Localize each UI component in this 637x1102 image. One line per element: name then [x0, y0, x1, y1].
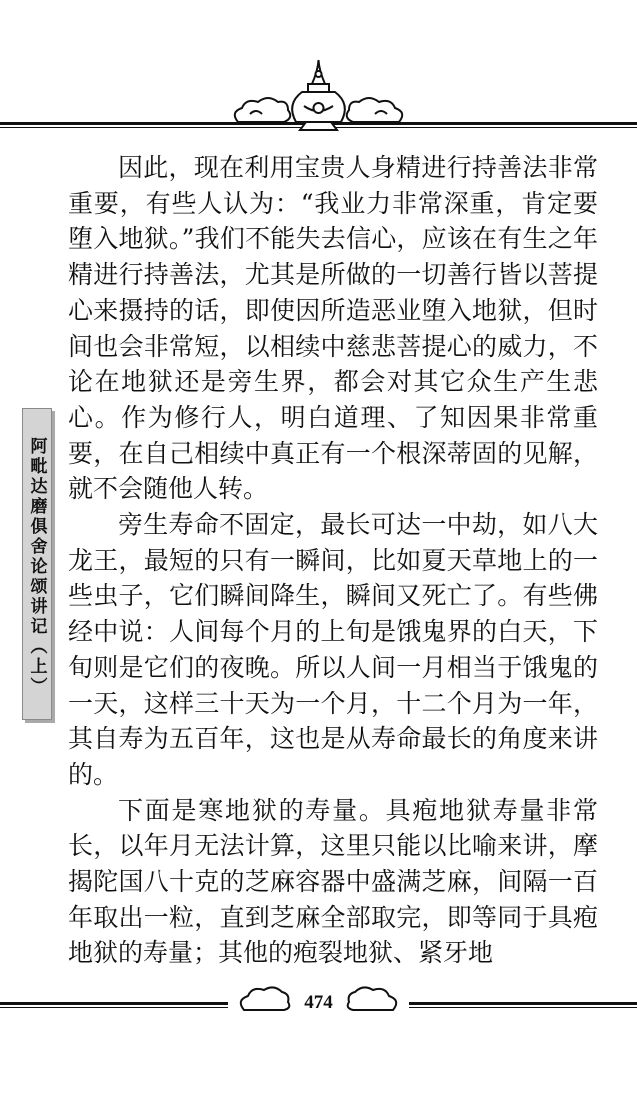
book-title-side-tab — [22, 408, 52, 720]
page-number: 474 — [304, 992, 333, 1013]
treasure-vase-emblem-icon — [0, 56, 637, 136]
paragraph-2: 旁生寿命不固定，最长可达一中劫，如八大龙王，最短的只有一瞬间，比如夏天草地上的一些虫子，它们瞬间降生，瞬间又死亡了。有些佛经中说：人间每个月的上旬是饿鬼界的白天，下旬则是它们的夜晚。所以人间一月相当于饿鬼的一天，这样三十天为一个月，十二个月为一年，其自寿为五百年，这也是从寿命最长的角度来讲的。 — [68, 510, 598, 789]
book-title-text: 阿毗达磨俱舍论颂讲记（上） — [26, 437, 47, 697]
paragraph-3: 下面是寒地狱的寿量。具疱地狱寿量非常长，以年月无法计算，这里只能以比喻来讲，摩揭陀国八十克的芝麻容器中盛满芝麻，间隔一百年取出一粒，直到芝麻全部取完，即等同于具疱地狱的寿量；其他的疱裂地狱、紧牙地 — [68, 795, 598, 968]
paragraph-1: 因此，现在利用宝贵人身精进行持善法非常重要，有些人认为：“我业力非常深重，肯定要堕入地狱。”我们不能失去信心，应该在有生之年精进行持善法，尤其是所做的一切善行皆以菩提心来摄持的话，即使因所造恶业堕入地狱，但时间也会非常短，以相续中慈悲菩提心的威力，不论在地狱还是旁生界，都会对其它众生产生悲心。作为修行人，明白道理、了知因果非常重要，在自己相续中真正有一个根深蒂固的见解，就不会随他人转。 — [68, 153, 598, 504]
body-text — [68, 150, 598, 971]
